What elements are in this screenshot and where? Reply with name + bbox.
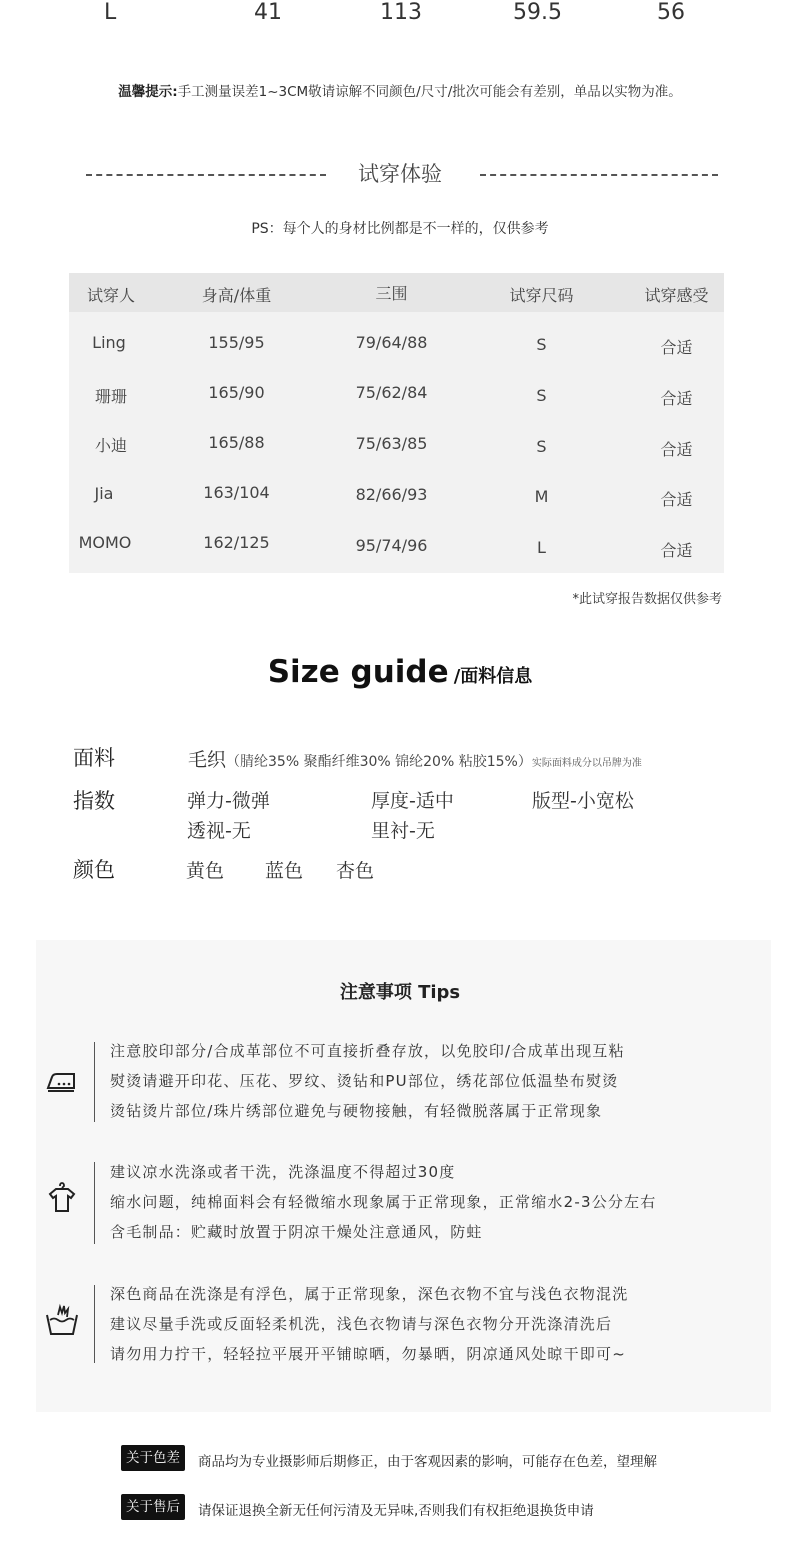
table-cell: 79/64/88 [355,333,428,352]
color-option: 杏色 [336,860,375,882]
size-guide-subtitle: /面料信息 [453,666,533,687]
size-cell: 56 [657,0,685,25]
header-cell: 试穿尺码 [509,286,574,305]
fabric-note: 实际面料成分以吊牌为准 [531,758,642,769]
table-cell: 合适 [660,541,693,560]
index-label: 指数 [73,789,115,813]
table-cell: 合适 [660,440,693,459]
color-option: 黄色 [186,860,225,882]
table-cell: 75/63/85 [355,434,428,453]
table-cell: Ling [92,333,126,352]
size-cell: 41 [254,0,282,25]
tip-line: 注意胶印部分/合成革部位不可直接折叠存放，以免胶印/合成革出现互粘 [110,1042,625,1060]
size-guide-title [0,654,800,690]
index-value: 版型-小宽松 [532,790,634,812]
fabric-composition [188,745,642,772]
color-diff-text: 商品均为专业摄影师后期修正，由于客观因素的影响，可能存在色差，望理解 [198,1454,657,1470]
index-value: 厚度-适中 [371,790,454,812]
color-label: 颜色 [73,858,115,882]
index-value: 里衬-无 [371,820,435,842]
color-option: 蓝色 [265,860,304,882]
table-cell: MOMO [78,533,132,552]
measurement-notice [0,80,800,100]
size-cell: 113 [380,0,422,25]
tips-title: 注意事项 Tips [339,982,461,1003]
tip-line: 含毛制品：贮藏时放置于阴凉干燥处注意通风，防蛀 [110,1223,483,1241]
after-sales-badge: 关于售后 [121,1494,185,1520]
fabric-main: 毛织 [188,749,227,771]
notice-text: 手工测量误差1~3CM敬请谅解不同颜色/尺寸/批次可能会有差别，单品以实物为准。 [177,84,682,100]
iron-icon [44,1062,80,1098]
table-cell: 155/95 [208,333,265,352]
table-cell: S [536,335,547,354]
header-cell: 三围 [375,284,408,303]
table-cell: 小迪 [94,436,127,455]
size-guide-heading: Size guide [267,654,449,690]
tip-divider [94,1285,95,1363]
table-cell: 合适 [660,389,693,408]
tip-line: 深色商品在洗涤是有浮色，属于正常现象，深色衣物不宜与浅色衣物混洗 [110,1285,629,1303]
table-cell: 珊珊 [94,387,127,406]
shirt-hanger-icon [44,1180,80,1216]
size-cell: L [104,0,117,25]
tip-line: 熨烫请避开印花、压花、罗纹、烫钻和PU部位，绣花部位低温垫布熨烫 [110,1072,619,1090]
table-cell: Jia [94,484,114,503]
fabric-detail: （腈纶35% 聚酯纤维30% 锦纶20% 粘胶15%） [226,754,532,770]
after-sales-text: 请保证退换全新无任何污清及无异味,否则我们有权拒绝退换货申请 [198,1503,594,1519]
table-cell: 165/90 [208,383,265,402]
header-cell: 试穿人 [86,286,135,305]
tip-line: 缩水问题，纯棉面料会有轻微缩水现象属于正常现象，正常缩水2-3公分左右 [110,1193,657,1211]
table-cell: S [536,437,547,456]
table-cell: 95/74/96 [355,536,428,555]
table-cell: 165/88 [208,433,265,452]
header-cell: 试穿感受 [644,286,709,305]
table-cell: M [534,487,549,506]
table-cell: 合适 [660,338,693,357]
size-row [0,0,800,30]
table-cell: 82/66/93 [355,485,428,504]
fabric-label: 面料 [73,746,115,770]
hand-wash-icon [44,1303,80,1339]
table-cell: L [537,538,546,557]
table-cell: S [536,386,547,405]
index-value: 透视-无 [187,820,251,842]
tryon-title: 试穿体验 [358,162,442,186]
header-cell: 身高/体重 [201,286,272,305]
tryon-ps: PS：每个人的身材比例都是不一样的，仅供参考 [251,221,549,237]
tip-line: 请勿用力拧干，轻轻拉平展开平铺晾晒，勿暴晒，阴凉通风处晾干即可~ [110,1345,626,1363]
table-cell: 163/104 [203,483,270,502]
color-diff-badge: 关于色差 [121,1445,185,1471]
tip-divider [94,1042,95,1122]
table-cell: 合适 [660,490,693,509]
index-value: 弹力-微弹 [187,790,270,812]
size-cell: 59.5 [513,0,562,25]
tip-line: 建议凉水洗涤或者干洗，洗涤温度不得超过30度 [110,1163,456,1181]
tip-divider [94,1162,95,1244]
table-cell: 162/125 [203,533,270,552]
tip-line: 烫钻烫片部位/珠片绣部位避免与硬物接触，有轻微脱落属于正常现象 [110,1102,603,1120]
table-cell: 75/62/84 [355,383,428,402]
tryon-note: *此试穿报告数据仅供参考 [572,592,722,607]
tryon-table [69,273,724,573]
tip-line: 建议尽量手洗或反面轻柔机洗，浅色衣物请与深色衣物分开洗涤清洗后 [110,1315,613,1333]
notice-label: 温馨提示: [118,84,178,100]
